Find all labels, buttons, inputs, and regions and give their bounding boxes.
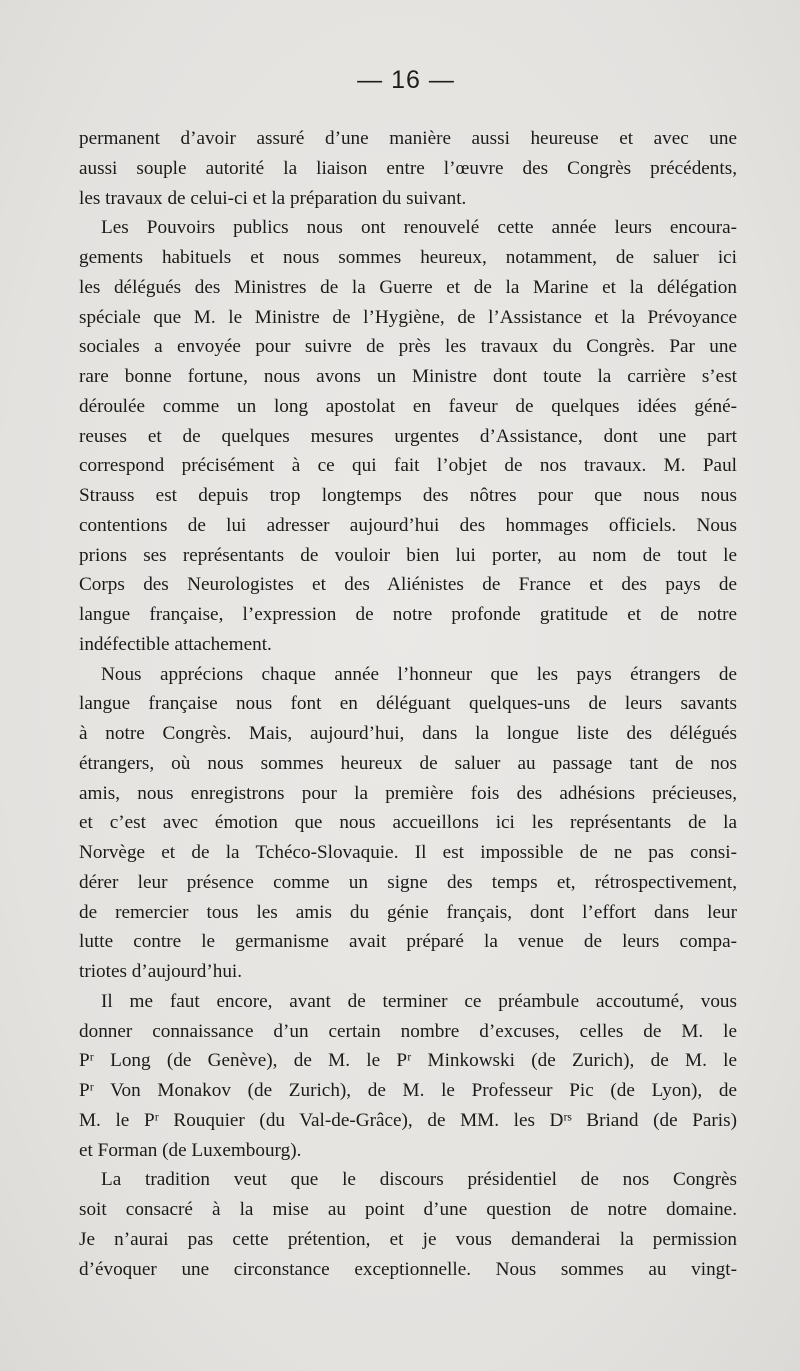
text-line: Norvège et de la Tchéco-Slovaquie. Il est impossible de ne pas consi- xyxy=(79,842,737,863)
text-line: Nous apprécions chaque année l’honneur que les pays étrangers de xyxy=(101,663,737,685)
text-line: Pʳ Long (de Genève), de M. le Pʳ Minkowski (de Zurich), de M. le xyxy=(79,1050,737,1072)
text-line: Corps des Neurologistes et des Aliénistes de France et des pays de xyxy=(79,574,737,596)
text-line: les délégués des Ministres de la Guerre et de la Marine et la délégation xyxy=(79,276,737,298)
text-line: lutte contre le germanisme avait préparé la venue de leurs compa- xyxy=(79,931,737,953)
body-text xyxy=(79,124,737,1284)
text-line: donner connaissance d’un certain nombre d’excuses, celles de M. le xyxy=(79,1020,737,1042)
text-line: gements habituels et nous sommes heureux, notamment, de saluer ici xyxy=(79,247,737,268)
text-line: aussi souple autorité la liaison entre l’œuvre des Congrès précédents, xyxy=(79,157,737,179)
text-line: les travaux de celui-ci et la préparation du suivant. xyxy=(79,187,467,209)
text-line: triotes d’aujourd’hui. xyxy=(79,961,243,982)
page-number: — 16 — xyxy=(357,66,455,94)
text-line: et Forman (de Luxembourg). xyxy=(79,1139,302,1161)
text-line: étrangers, où nous sommes heureux de saluer au passage tant de nos xyxy=(79,752,737,774)
text-line: Strauss est depuis trop longtemps des nôtres pour que nous nous xyxy=(79,485,737,506)
text-line: indéfectible attachement. xyxy=(79,633,272,655)
text-line: d’évoquer une circonstance exceptionnelle. Nous sommes au vingt- xyxy=(79,1258,737,1280)
text-line: correspond précisément à ce qui fait l’objet de nos travaux. M. Paul xyxy=(79,455,737,477)
text-line: à notre Congrès. Mais, aujourd’hui, dans la longue liste des délégués xyxy=(79,723,737,744)
text-line: reuses et de quelques mesures urgentes d’Assistance, dont une part xyxy=(79,425,737,447)
text-line: dérer leur présence comme un signe des temps et, rétrospectivement, xyxy=(79,871,737,893)
text-line: Pʳ Von Monakov (de Zurich), de M. le Professeur Pic (de Lyon), de xyxy=(79,1080,737,1101)
text-line: déroulée comme un long apostolat en faveur de quelques idées géné- xyxy=(79,395,737,417)
text-line: sociales a envoyée pour suivre de près les travaux du Congrès. Par une xyxy=(79,336,737,358)
text-line: langue française, l’expression de notre profonde gratitude et de notre xyxy=(79,604,737,625)
text-line: soit consacré à la mise au point d’une question de notre domaine. xyxy=(79,1199,737,1220)
text-line: Les Pouvoirs publics nous ont renouvelé cette année leurs encoura- xyxy=(101,217,737,239)
text-line: Il me faut encore, avant de terminer ce préambule accoutumé, vous xyxy=(101,990,737,1012)
text-line: La tradition veut que le discours présidentiel de nos Congrès xyxy=(101,1169,737,1191)
text-line: prions ses représentants de vouloir bien lui porter, au nom de tout le xyxy=(79,544,737,566)
text-line: et c’est avec émotion que nous accueillons ici les représentants de la xyxy=(79,812,737,834)
text-line: amis, nous enregistrons pour la première fois des adhésions précieuses, xyxy=(79,782,737,804)
text-line: contentions de lui adresser aujourd’hui des hommages officiels. Nous xyxy=(79,514,737,536)
text-line: permanent d’avoir assuré d’une manière aussi heureuse et avec une xyxy=(79,128,737,149)
text-line: rare bonne fortune, nous avons un Ministre dont toute la carrière s’est xyxy=(79,366,737,387)
text-line: langue française nous font en déléguant quelques-uns de leurs savants xyxy=(79,693,737,715)
text-line: Je n’aurai pas cette prétention, et je vous demanderai la permission xyxy=(79,1228,737,1250)
text-line: de remercier tous les amis du génie français, dont l’effort dans leur xyxy=(79,901,737,923)
text-line: spéciale que M. le Ministre de l’Hygiène, de l’Assistance et la Prévoyance xyxy=(79,306,737,328)
text-line: M. le Pʳ Rouquier (du Val-de-Grâce), de MM. les Dʳˢ Briand (de Paris) xyxy=(79,1109,737,1131)
